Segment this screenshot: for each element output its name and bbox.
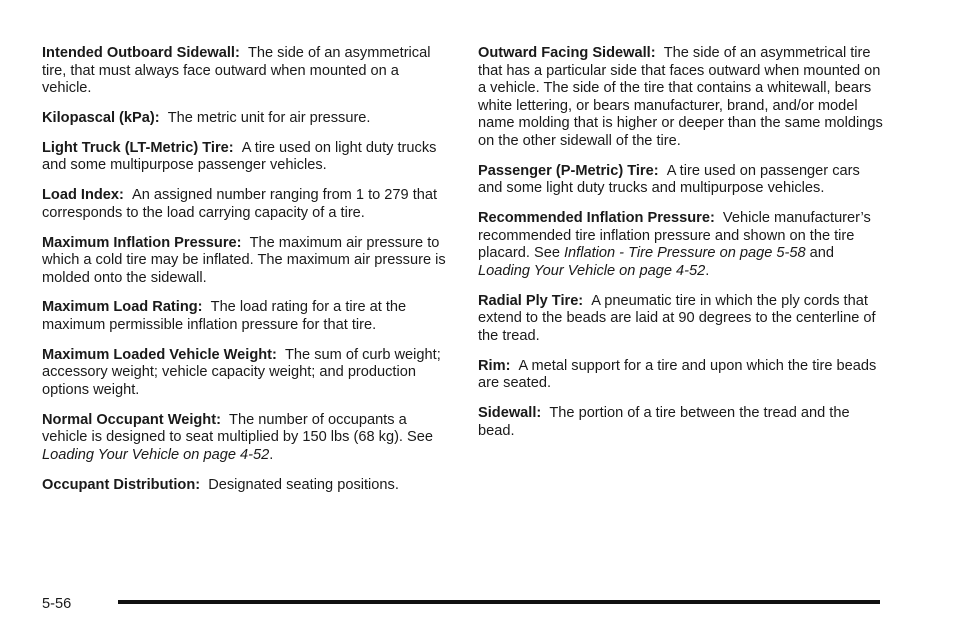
- glossary-entry-occupant-distribution: [42, 477, 452, 495]
- glossary-term: Light Truck (LT-Metric) Tire:: [42, 139, 234, 156]
- glossary-entry-light-truck-tire: [42, 140, 452, 175]
- glossary-term: Recommended Inflation Pressure:: [478, 210, 715, 227]
- glossary-definition: A tire used on passenger cars and some light duty trucks and multipurpose vehicles.: [478, 162, 860, 197]
- glossary-definition: The number of occupants a vehicle is designed to seat multiplied by 150 lbs (68 kg). See: [42, 411, 434, 446]
- glossary-definition-tail: .: [705, 262, 710, 279]
- right-column: [478, 45, 888, 452]
- glossary-term: Intended Outboard Sidewall:: [42, 45, 240, 61]
- glossary-term: Sidewall:: [478, 405, 542, 422]
- glossary-definition: The side of an asymmetrical tire, that must always face outward when mounted on a vehicle.: [42, 45, 431, 97]
- glossary-entry-passenger-tire: [478, 163, 888, 198]
- glossary-definition: An assigned number ranging from 1 to 279 that corresponds to the load carrying capacity of a tire.: [42, 187, 438, 221]
- left-column: [42, 45, 452, 507]
- glossary-term: Radial Ply Tire:: [478, 292, 584, 309]
- glossary-definition: A tire used on light duty trucks and some multipurpose passenger vehicles.: [42, 139, 437, 174]
- glossary-term: Load Index:: [42, 187, 124, 204]
- glossary-term: Maximum Load Rating:: [42, 299, 203, 316]
- cross-reference-link[interactable]: Loading Your Vehicle on page 4-52: [42, 447, 270, 463]
- glossary-entry-sidewall: [478, 405, 888, 440]
- glossary-entry-load-index: [42, 187, 452, 222]
- footer-divider: [118, 600, 880, 604]
- cross-reference-link[interactable]: Inflation - Tire Pressure on page 5-58: [564, 245, 806, 262]
- glossary-definition: Vehicle manufacturer’s recommended tire inflation pressure and shown on the tire placard. See: [478, 210, 871, 262]
- glossary-entry-rim: [478, 358, 888, 393]
- glossary-term: Maximum Loaded Vehicle Weight:: [42, 346, 277, 363]
- glossary-entry-maximum-loaded-vehicle-weight: [42, 347, 452, 400]
- glossary-term: Kilopascal (kPa):: [42, 109, 160, 126]
- glossary-term: Normal Occupant Weight:: [42, 411, 221, 428]
- glossary-definition: The metric unit for air pressure.: [167, 109, 371, 126]
- glossary-definition-mid: and: [805, 245, 835, 262]
- glossary-definition: The load rating for a tire at the maximum permissible inflation pressure for that tire.: [42, 299, 407, 334]
- glossary-term: Passenger (P-Metric) Tire:: [478, 162, 659, 179]
- glossary-definition: Designated seating positions.: [208, 476, 399, 493]
- glossary-entry-maximum-load-rating: [42, 299, 452, 334]
- glossary-definition: The sum of curb weight; accessory weight; vehicle capacity weight; and production options weight.: [42, 346, 441, 399]
- glossary-term: Outward Facing Sidewall:: [478, 45, 656, 61]
- glossary-definition-tail: .: [269, 447, 274, 463]
- glossary-term: Occupant Distribution:: [42, 476, 201, 493]
- glossary-entry-outward-facing-sidewall: [478, 45, 888, 151]
- glossary-term: Maximum Inflation Pressure:: [42, 234, 242, 251]
- glossary-definition: The portion of a tire between the tread and the bead.: [478, 405, 850, 439]
- cross-reference-link[interactable]: Loading Your Vehicle on page 4-52: [478, 262, 706, 279]
- page-number: 5-56: [42, 596, 72, 612]
- glossary-entry-radial-ply-tire: [478, 293, 888, 346]
- glossary-entry-recommended-inflation-pressure: [478, 210, 888, 280]
- glossary-definition: A metal support for a tire and upon which the tire beads are seated.: [478, 357, 877, 392]
- glossary-entry-normal-occupant-weight: [42, 412, 452, 465]
- glossary-entry-kilopascal: [42, 110, 452, 128]
- glossary-entry-maximum-inflation-pressure: [42, 235, 452, 288]
- glossary-term: Rim:: [478, 357, 511, 374]
- glossary-entry-intended-outboard-sidewall: [42, 45, 452, 98]
- glossary-definition: The maximum air pressure to which a cold tire may be inflated. The maximum air pressure is molded onto the sidewall.: [42, 234, 446, 286]
- glossary-definition: The side of an asymmetrical tire that has a particular side that faces outward when mounted on a vehicle. The side of the tire that contains a whitewall, bears white lettering, or bears manufacturer, brand, and/or model name molding that is higher or deeper than the same moldings on the other sidewall of the tire.: [478, 45, 883, 149]
- glossary-definition: A pneumatic tire in which the ply cords that extend to the beads are laid at 90 degrees to the centerline of the tread.: [478, 292, 876, 344]
